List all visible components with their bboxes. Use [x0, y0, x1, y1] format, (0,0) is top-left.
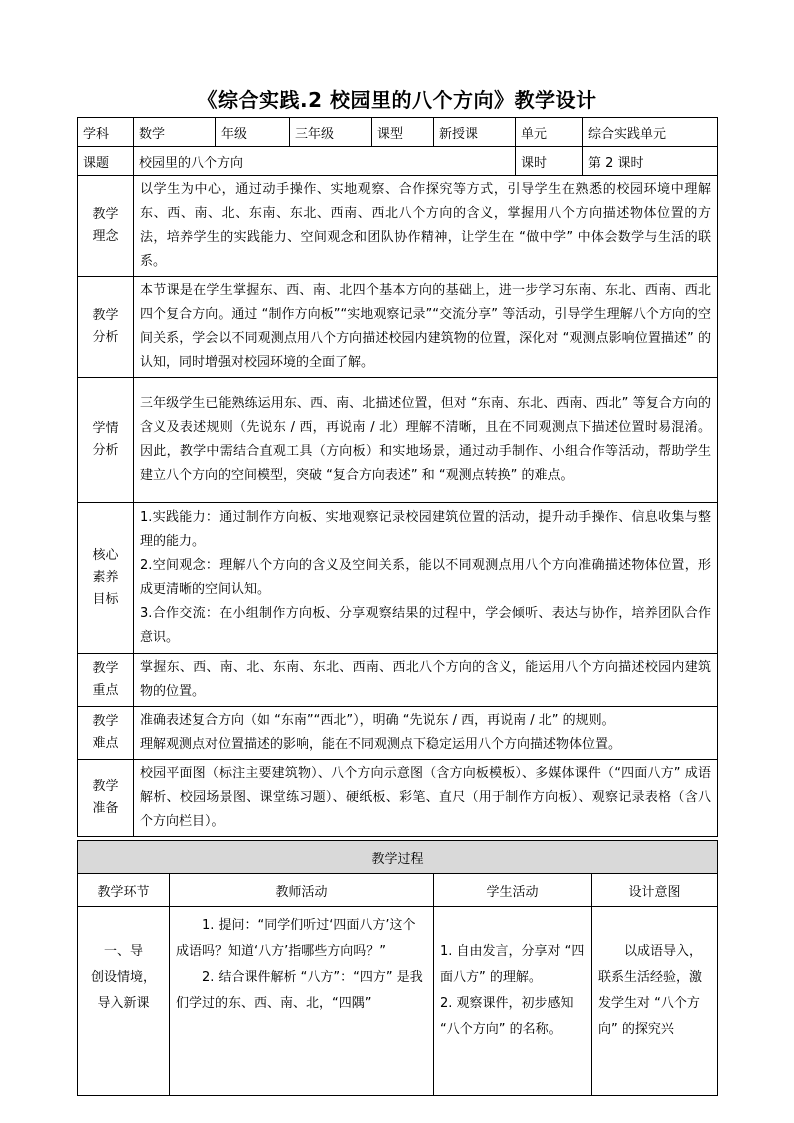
type-value: 新授课: [434, 118, 516, 147]
period-label: 课时: [516, 147, 583, 176]
analysis-row: [78, 277, 718, 378]
subject-value: 数学: [134, 118, 216, 147]
key-points-row: [78, 654, 718, 707]
difficulty-item: 准确表述复合方向（如 “东南”“西北”），明确 “先说东 / 西，再说南 / 北” 的规则。: [140, 713, 615, 728]
type-label: 课型: [372, 118, 434, 147]
period-value: 第 2 课时: [583, 147, 718, 176]
learner-row: [78, 378, 718, 503]
goals-label: 核心素养目标: [78, 503, 134, 654]
student-activity-item: 2. 观察课件，初步感知 “八个方向” 的名称。: [440, 996, 574, 1037]
stage-subtitle: 创设情境，导入新课: [90, 970, 156, 1011]
design-intent-cell: [592, 907, 718, 1096]
student-activity-item: 1. 自由发言，分享对 “四面八方” 的理解。: [440, 944, 585, 985]
process-table: [77, 840, 718, 1096]
concept-label: 教学理念: [78, 176, 134, 277]
difficulties-list: [134, 707, 718, 760]
concept-text: 以学生为中心，通过动手操作、实地观察、合作探究等方式，引导学生在熟悉的校园环境中理解东、西、南、北、东南、东北、西南、西北八个方向的含义，掌握用八个方向描述物体位置的方法，培养学生的实践能力、空间观念和团队协作精神，让学生在 “做中学” 中体会数学与生活的联系。: [134, 176, 718, 277]
goal-item: 3.合作交流：在小组制作方向板、分享观察结果的过程中，学会倾听、表达与协作，培养团队合作意识。: [140, 606, 711, 645]
learner-text: 三年级学生已能熟练运用东、西、南、北描述位置，但对 “东南、东北、西南、西北” 等复合方向的含义及表述规则（先说东 / 西，再说南 / 北）理解不清晰，且在不同观测点下描述位置时易混淆。因此，教学中需结合直观工具（方向板）和实地场景，通过动手制作、小组合作等活动，帮助学生建立八个方向的空间模型，突破 “复合方向表述” 和 “观测点转换” 的难点。: [134, 378, 718, 503]
header-student: 学生活动: [434, 874, 592, 907]
process-title: 教学过程: [78, 841, 718, 874]
analysis-text: 本节课是在学生掌握东、西、南、北四个基本方向的基础上，进一步学习东南、东北、西南、西北四个复合方向。通过 “制作方向板”“实地观察记录”“交流分享” 等活动，引导学生理解八个方向的空间关系，学会以不同观测点用八个方向描述校园内建筑物的位置，深化对 “观测点影响位置描述” 的认知，同时增强对校园环境的全面了解。: [134, 277, 718, 378]
info-row-subject: [78, 118, 718, 147]
document-title: 《综合实践.2 校园里的八个方向》教学设计: [197, 88, 597, 112]
unit-label: 单元: [516, 118, 583, 147]
key-points-text: 掌握东、西、南、北、东南、东北、西南、西北八个方向的含义，能运用八个方向描述校园内建筑物的位置。: [134, 654, 718, 707]
header-stage: 教学环节: [78, 874, 170, 907]
prep-row: [78, 760, 718, 837]
teacher-activity-item: 2. 结合课件解析 “八方”：“四方” 是我们学过的东、西、南、北，“四隅”: [176, 970, 423, 1011]
header-intent: 设计意图: [592, 874, 718, 907]
process-row: [78, 907, 718, 1096]
stage-title: 一、导: [103, 944, 143, 959]
topic-label: 课题: [78, 147, 134, 176]
student-activity-cell: [434, 907, 592, 1096]
process-title-row: [78, 841, 718, 874]
lesson-info-table: [77, 117, 718, 176]
teacher-activity-cell: [170, 907, 434, 1096]
difficulties-row: [78, 707, 718, 760]
key-points-label: 教学重点: [78, 654, 134, 707]
info-row-topic: [78, 147, 718, 176]
concept-row: [78, 176, 718, 277]
goals-list: [134, 503, 718, 654]
prep-text: 校园平面图（标注主要建筑物）、八个方向示意图（含方向板模板）、多媒体课件（“四面八方” 成语解析、校园场景图、课堂练习题）、硬纸板、彩笔、直尺（用于制作方向板）、观察记录表格（含八个方向栏目）。: [134, 760, 718, 837]
grade-label: 年级: [216, 118, 290, 147]
analysis-label: 教学分析: [78, 277, 134, 378]
grade-value: 三年级: [290, 118, 372, 147]
prep-label: 教学准备: [78, 760, 134, 837]
stage-cell: [78, 907, 170, 1096]
learner-label: 学情分析: [78, 378, 134, 503]
difficulties-label: 教学难点: [78, 707, 134, 760]
teacher-activity-item: 1. 提问：“同学们听过‘四面八方’这个成语吗？知道‘八方’指哪些方向吗？”: [176, 918, 416, 959]
difficulty-item: 理解观测点对位置描述的影响，能在不同观测点下稳定运用八个方向描述物体位置。: [140, 737, 622, 752]
subject-label: 学科: [78, 118, 134, 147]
lesson-design-table: [77, 175, 718, 837]
goals-row: [78, 503, 718, 654]
goal-item: 1.实践能力：通过制作方向板、实地观察记录校园建筑位置的活动，提升动手操作、信息收集与整理的能力。: [140, 510, 711, 549]
design-intent-text: 以成语导入，联系生活经验，激发学生对 “八个方向” 的探究兴: [598, 944, 703, 1037]
unit-value: 综合实践单元: [583, 118, 718, 147]
process-header-row: [78, 874, 718, 907]
goal-item: 2.空间观念：理解八个方向的含义及空间关系，能以不同观测点用八个方向准确描述物体位置，形成更清晰的空间认知。: [140, 558, 711, 597]
topic-value: 校园里的八个方向: [134, 147, 516, 176]
header-teacher: 教师活动: [170, 874, 434, 907]
